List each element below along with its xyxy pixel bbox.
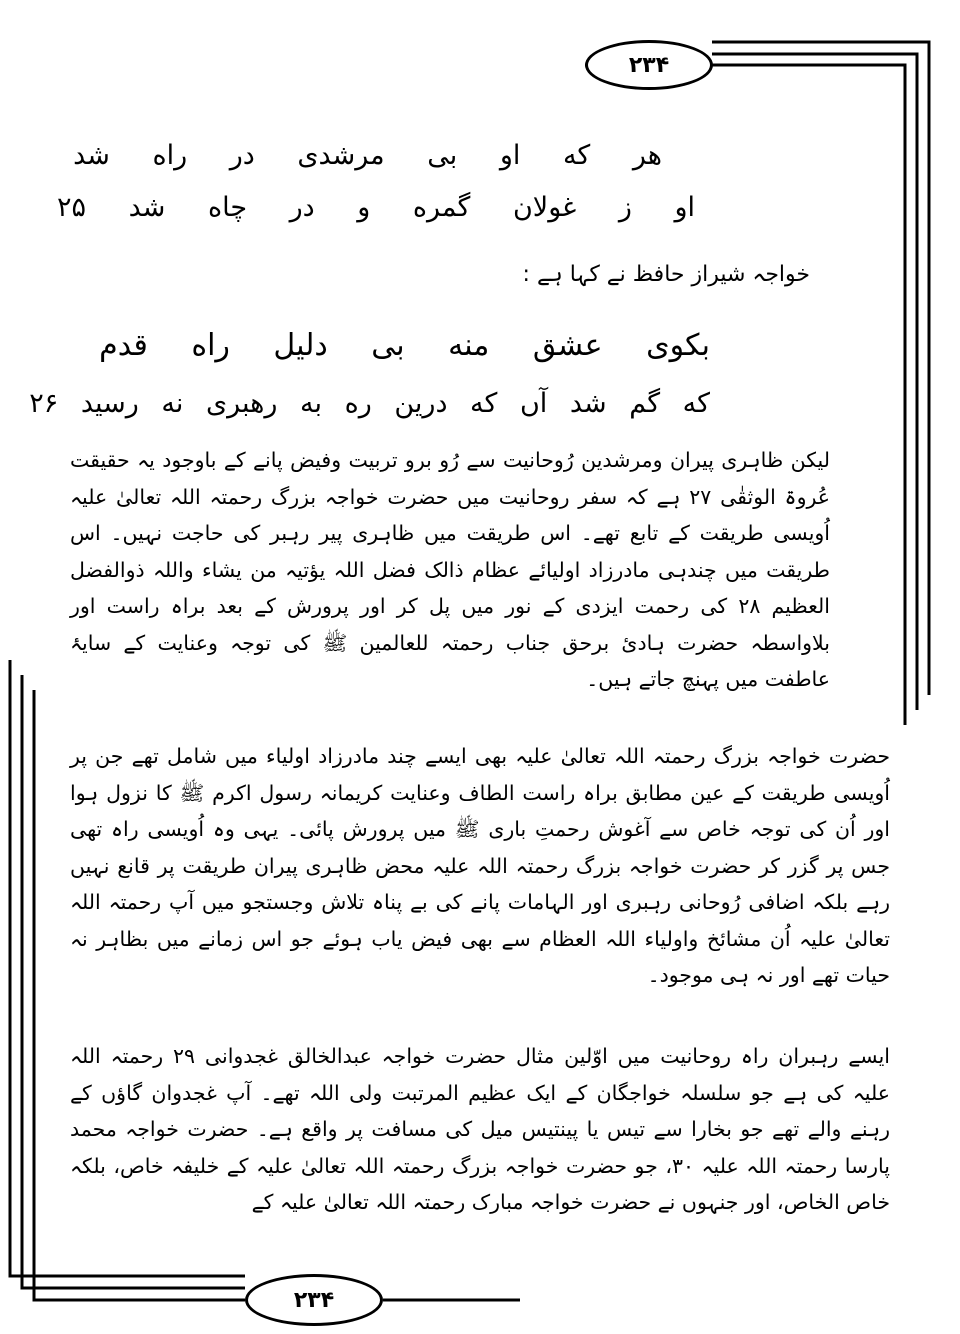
paragraph-2: حضرت خواجہ بزرگ رحمتہ اللہ تعالیٰ علیہ بھی ایسے چند مادرزاد اولیاء میں شامل تھے جن پر اُویسی طریقت کے عین مطابق براہ راست الطاف وعنایت کریمانہ رسول اکرم ﷺ کا نزول ہوا اور اُن کی توجہ خاص سے آغوش رحمتِ باری ﷺ میں پرورش پائی۔ یہی وہ اُویسی راہ تھی جس پر گزر کر حضرت خواجہ بزرگ رحمتہ اللہ علیہ محض ظاہری پیران طریقت پر قانع نہیں رہے بلکہ اضافی رُوحانی رہبری اور الہامات پانے کی بے پناہ تلاش وجستجو میں آپ رحمتہ اللہ تعالیٰ علیہ اُن مشائخ واولیاء اللہ العظام سے بھی فیض یاب ہوئے جو اس زمانے میں بظاہر نہ حیات تھے اور نہ ہی موجود۔ xyxy=(70,744,890,987)
paragraph-1: لیکن ظاہری پیران ومرشدین رُوحانیت سے رُو برو تربیت وفیض پانے کے باوجود یہ حقیقت عُروۃ الوثقٰی ۲۷ ہے کہ سفر روحانیت میں حضرت خواجہ بزرگ رحمتہ اللہ تعالیٰ علیہ اُویسی طریقت کے تابع تھے۔ اس طریقت میں ظاہری پیر رہبر کی حاجت نہیں۔ اس طریقت میں چندہی مادرزاد اولیائے عظام ذالک فضل اللہ یؤتیہ من یشاء واللہ ذوالفضل العظیم ۲۸ کی رحمت ایزدی کے نور میں پل کر اور پرورش کے بعد براہ راست اور بلاواسطہ حضرت ہادیٔ برحق جناب رحمتہ للعالمین ﷺ کی توجہ وعنایت کے سایۂ عاطفت میں پہنچ جاتے ہیں۔ xyxy=(70,448,831,691)
intro-line: خواجہ شیراز حافظ نے کہا ہے : xyxy=(522,262,810,287)
poem2-line1: بکوی عشق منه بی دلیل راه قدم xyxy=(99,328,710,363)
poem1-line2: او ز غولان گمره و در چاه شد ۲۵ xyxy=(56,192,695,223)
poem2-line2: که گم شد آں که درین ره به رهبری نه رسید ۲۶ xyxy=(29,388,710,419)
paragraph-3: ایسے رہبران راہ روحانیت میں اوّلین مثال حضرت خواجہ عبدالخالق غجدوانی ۲۹ رحمتہ اللہ علیہ کی ہے جو سلسلہ خواجگان کے ایک عظیم المرتبت ولی اللہ تھے۔ آپ غجدوان گاؤں کے رہنے والے تھے جو بخارا سے تیس یا پینتیس میل کی مسافت پر واقع ہے۔ حضرت خواجہ محمد پارسا رحمتہ اللہ علیہ ۳۰، جو حضرت خواجہ بزرگ رحمتہ اللہ تعالیٰ علیہ کے خلیفہ خاص، بلکہ خاص الخاص، اور جنہوں نے حضرت خواجہ مبارک رحمتہ اللہ تعالیٰ علیہ کے xyxy=(70,1044,890,1214)
page-number-top: ۲۳۴ xyxy=(585,40,713,90)
page-number-bottom: ۲۳۴ xyxy=(245,1274,383,1326)
poem1-line1: هر که او بی مرشدی در راه شد xyxy=(73,140,662,171)
